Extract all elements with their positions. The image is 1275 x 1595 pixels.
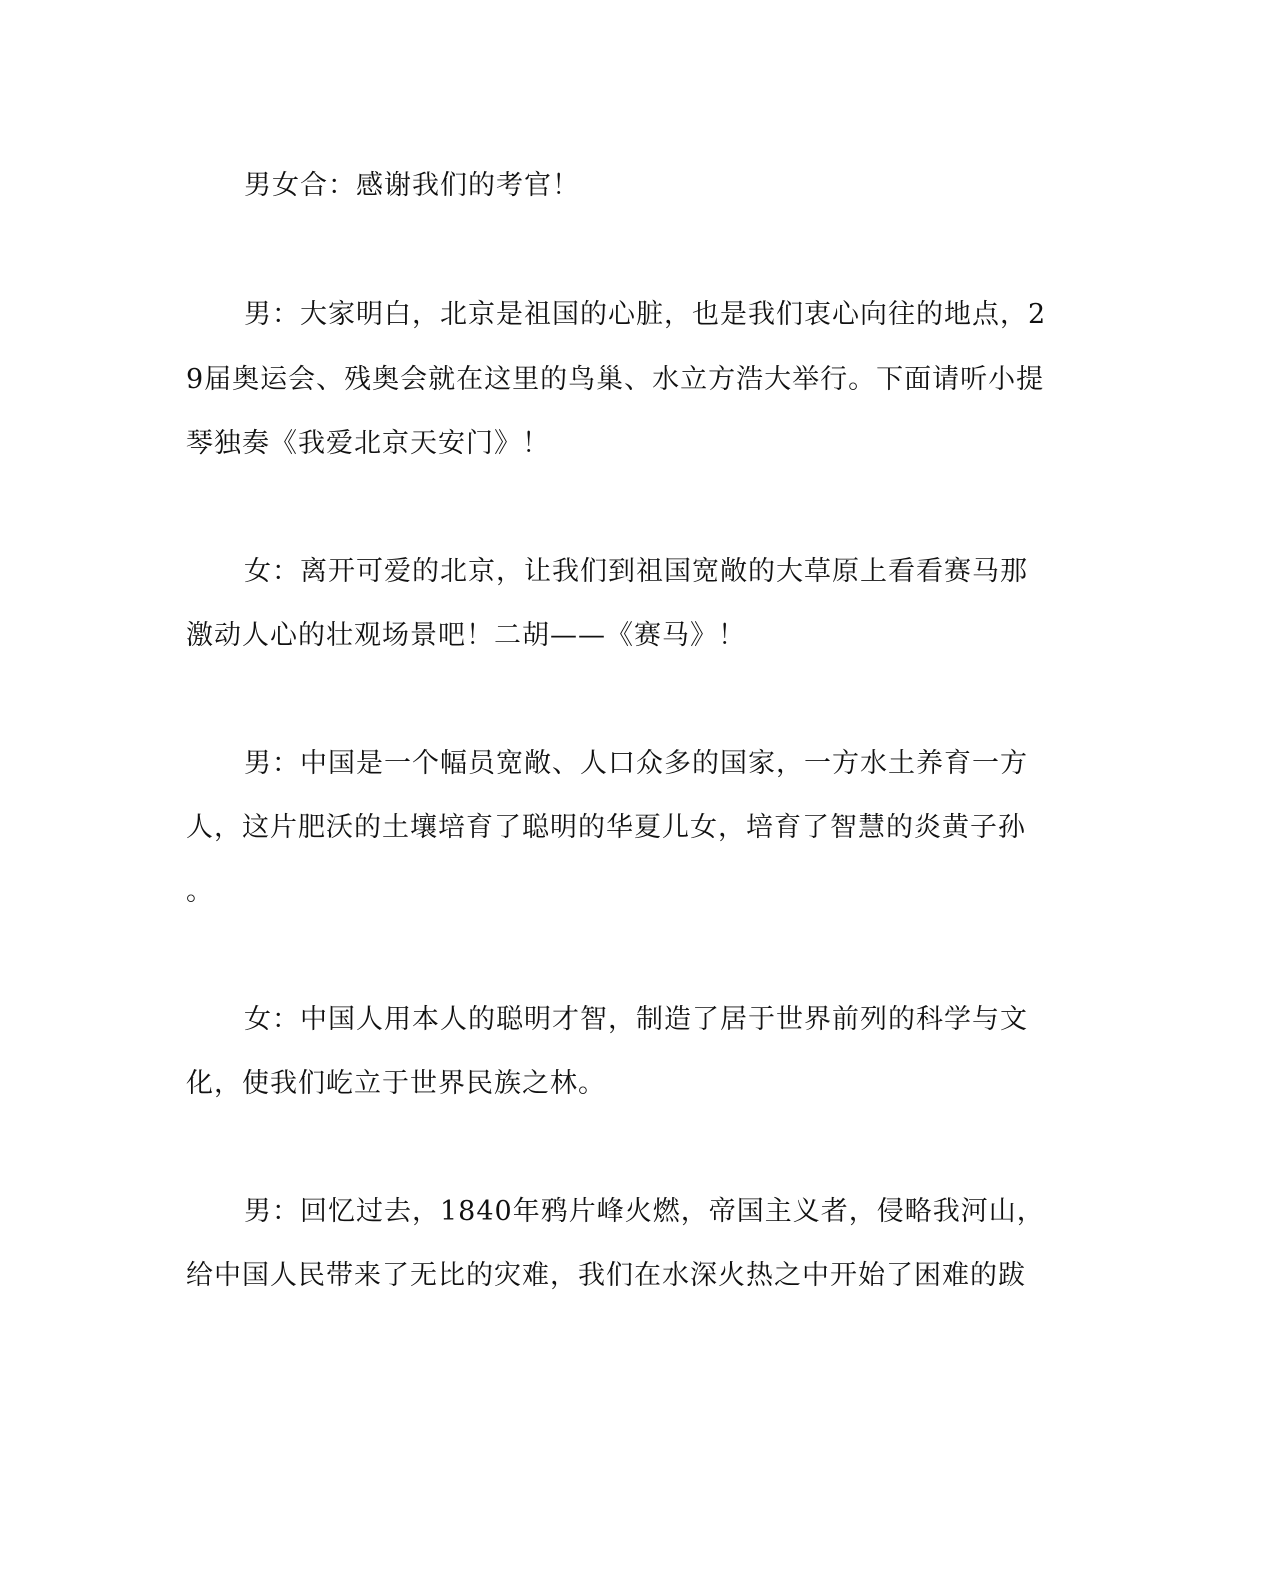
text-line: 9届奥运会、残奥会就在这里的鸟巢、水立方浩大举行。下面请听小提 xyxy=(186,364,1045,395)
text-line: 男女合：感谢我们的考官！ xyxy=(244,170,580,201)
text-line: 女：离开可爱的北京，让我们到祖国宽敞的大草原上看看赛马那 xyxy=(244,556,1028,587)
text-line: 男：回忆过去，1840年鸦片峰火燃，帝国主义者，侵略我河山， xyxy=(244,1196,1045,1227)
text-line: 激动人心的壮观场景吧！二胡——《赛马》！ xyxy=(186,620,746,651)
text-line: 男：中国是一个幅员宽敞、人口众多的国家，一方水土养育一方 xyxy=(244,748,1028,779)
text-line: 。 xyxy=(186,876,214,907)
text-line: 男：大家明白，北京是祖国的心脏，也是我们衷心向往的地点，2 xyxy=(244,299,1047,330)
text-line: 化，使我们屹立于世界民族之林。 xyxy=(186,1068,606,1099)
text-line: 琴独奏《我爱北京天安门》！ xyxy=(186,428,550,459)
text-line: 人，这片肥沃的土壤培育了聪明的华夏儿女，培育了智慧的炎黄子孙 xyxy=(186,812,1026,843)
text-line: 女：中国人用本人的聪明才智，制造了居于世界前列的科学与文 xyxy=(244,1004,1028,1035)
text-line: 给中国人民带来了无比的灾难，我们在水深火热之中开始了困难的跋 xyxy=(186,1260,1026,1291)
